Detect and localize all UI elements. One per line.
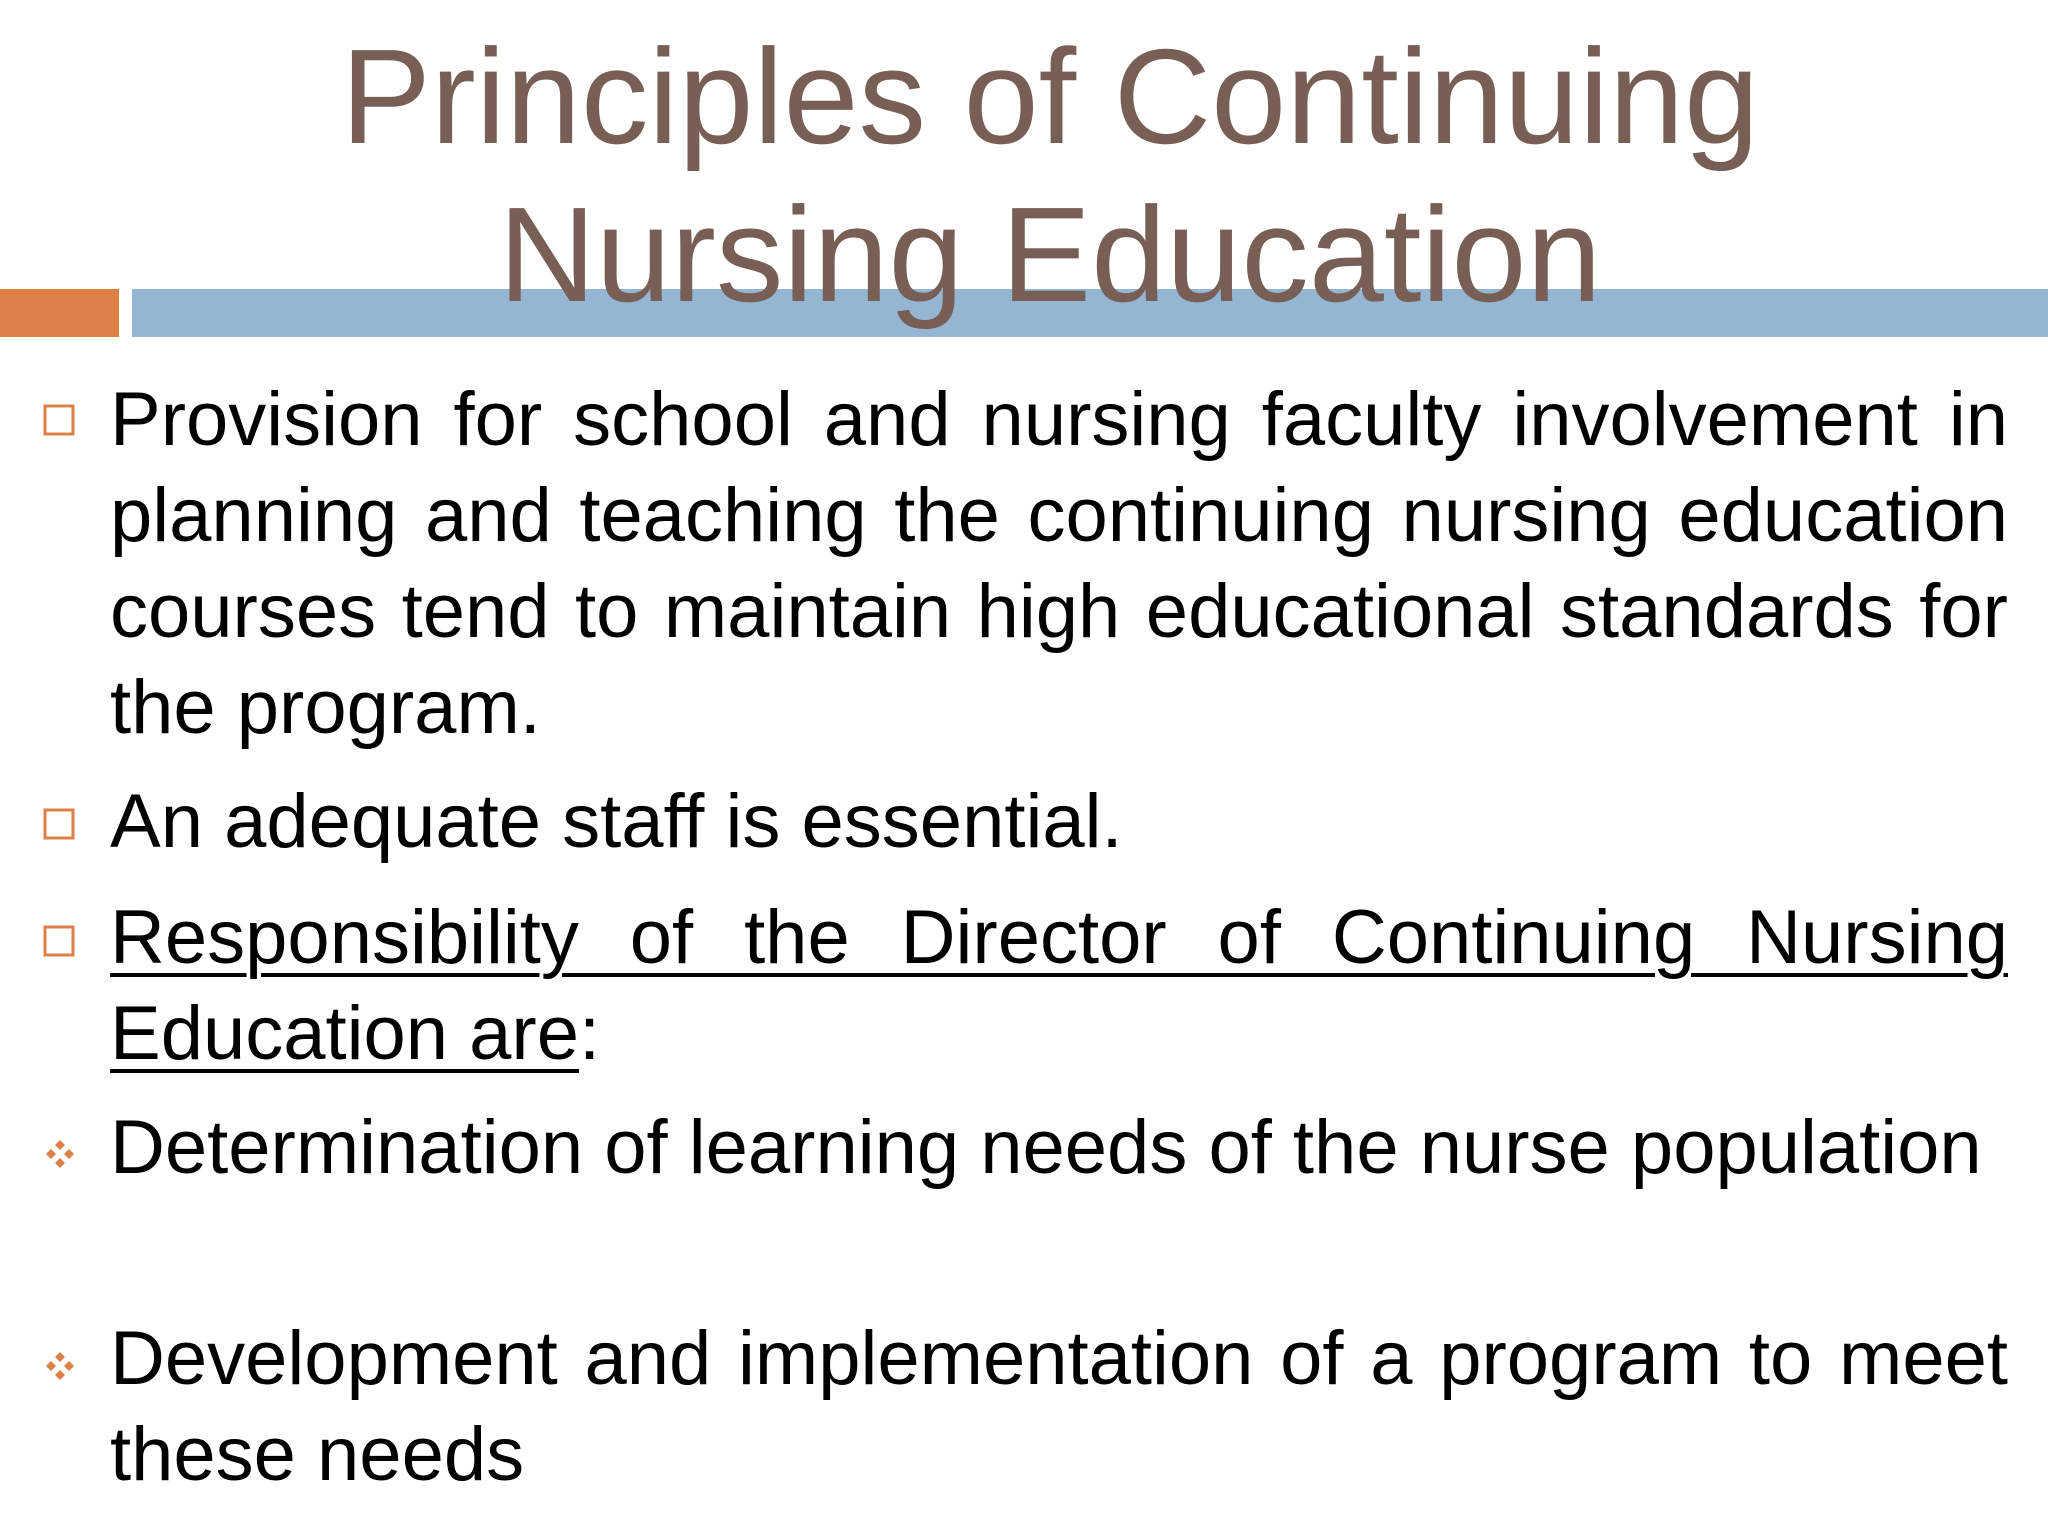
hollow-square-icon <box>40 401 80 441</box>
slide-title <box>120 18 1980 334</box>
hollow-square-icon <box>40 805 80 845</box>
heading-colon: : <box>579 991 601 1076</box>
bullet-item-1: Provision for school and nursing faculty involvement in planning and teaching the continuing nursing education courses tend to maintain high educational standards for the program. <box>110 377 2008 750</box>
hollow-square-icon <box>40 922 80 962</box>
bullet-item-4: Determination of learning needs of the nurse population <box>110 1105 1982 1190</box>
director-responsibility-heading: Responsibility of the Director of Continuing Nursing Education are <box>110 895 2008 1076</box>
title-line-1: Principles of Continuing <box>340 21 1760 172</box>
four-diamond-icon <box>40 1346 80 1386</box>
title-line-2: Nursing Education <box>498 179 1602 330</box>
bullet-item-5: Development and implementation of a program to meet these needs <box>110 1316 2008 1497</box>
four-diamond-icon <box>40 1134 80 1174</box>
bullet-item-2: An adequate staff is essential. <box>110 779 1123 864</box>
bullet-item-3 <box>110 890 2008 1082</box>
orange-accent-bar <box>0 289 119 337</box>
